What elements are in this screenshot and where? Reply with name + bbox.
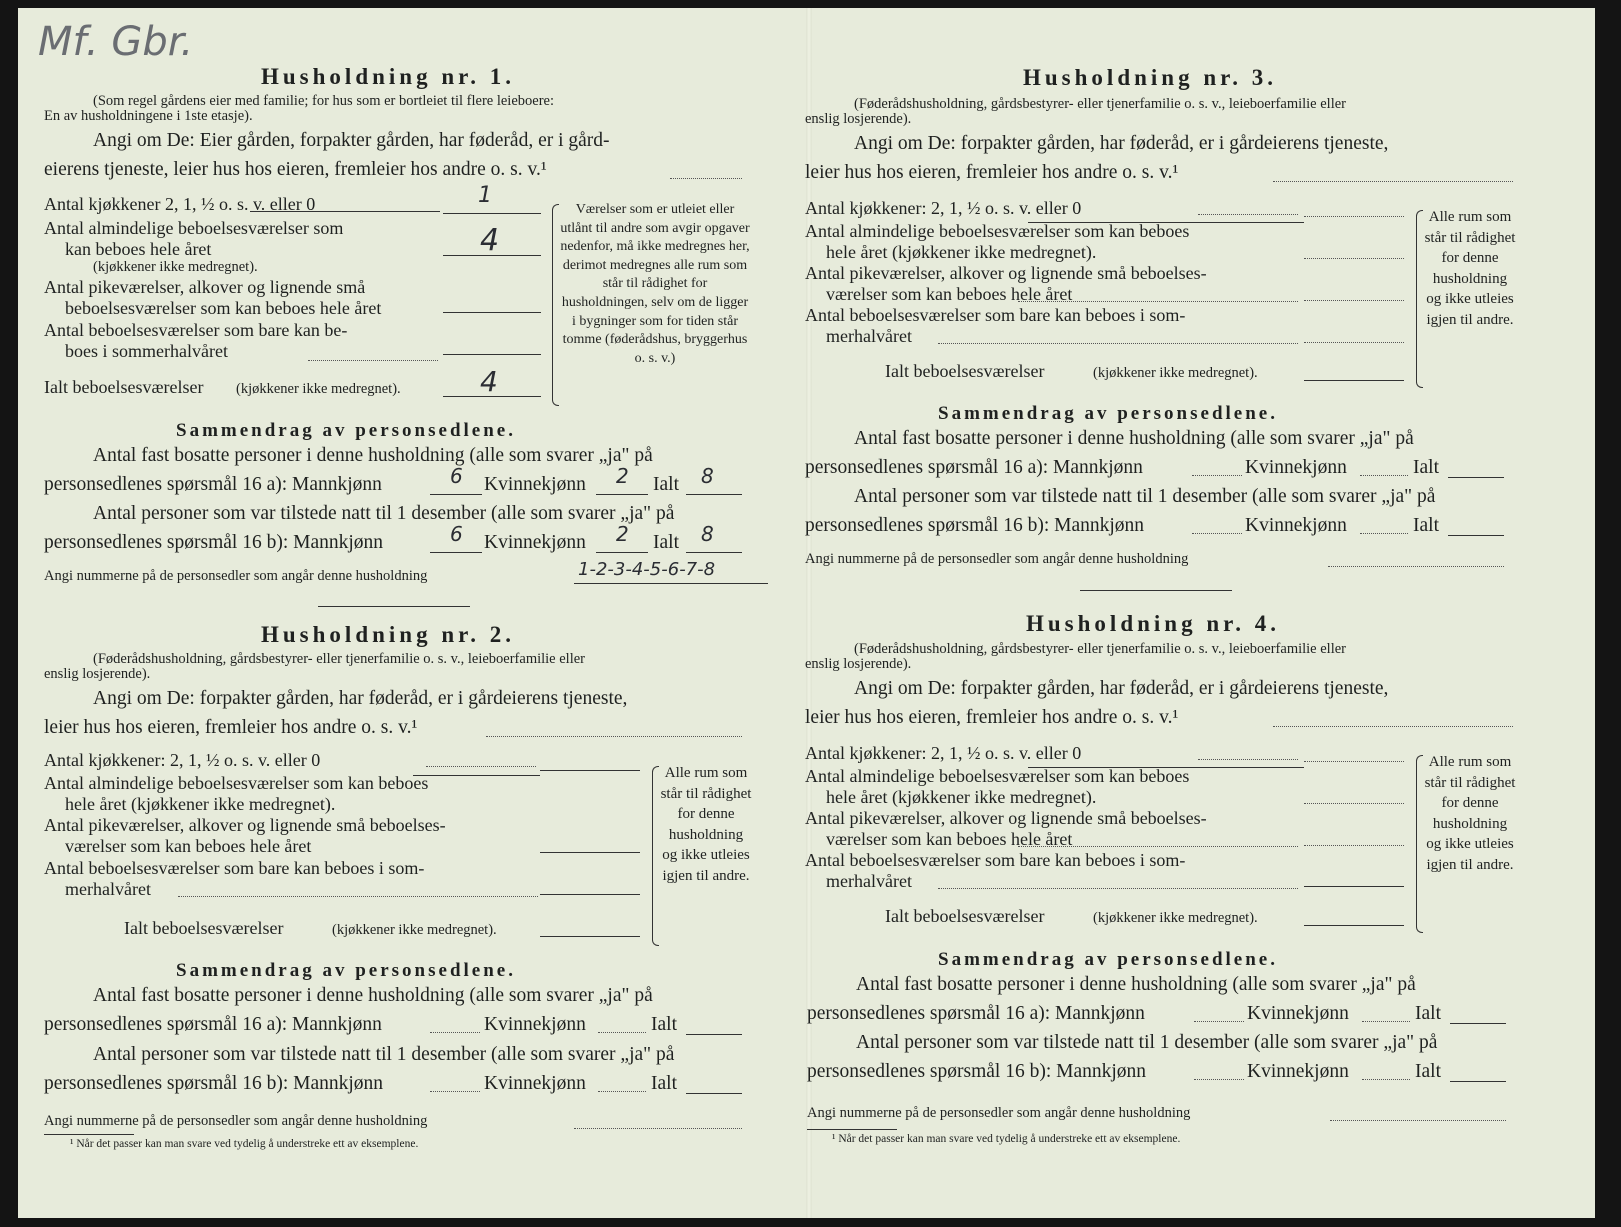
summer-rooms-answer-line[interactable]: [1304, 886, 1404, 887]
total-rooms-note: (kjøkkener ikke medregnet).: [332, 922, 497, 938]
angi-question: Angi om De: forpakter gården, har føderåd, er i gårdeierens tjeneste,: [854, 133, 1389, 154]
total-rooms-answer-line[interactable]: [540, 936, 640, 937]
female-b-line[interactable]: [1360, 533, 1408, 534]
angi-question: leier hus hos eieren, fremleier hos andre o. s. v.¹: [44, 717, 418, 738]
summer-rooms-label: Antal beboelsesværelser som bare kan beboes i som-: [44, 858, 425, 878]
total-rooms-answer: 4: [480, 365, 498, 398]
brace: [652, 766, 659, 946]
brace: [552, 204, 559, 406]
answer-line[interactable]: [486, 736, 742, 737]
total-a-answer: 8: [701, 464, 714, 488]
total-label: Ialt: [653, 474, 679, 495]
summary-b-label: personsedlenes spørsmål 16 b): Mannkjønn: [807, 1061, 1147, 1082]
household-title: Husholdning nr. 1.: [261, 64, 515, 89]
summary-b-line: Antal personer som var tilstede natt til 1 desember (alle som svarer „ja" på: [93, 1044, 675, 1065]
summer-rooms-label: Antal beboelsesværelser som bare kan beboes i som-: [805, 305, 1186, 325]
angi-question: leier hus hos eieren, fremleier hos andre o. s. v.¹: [805, 707, 1179, 728]
brace: [1416, 755, 1423, 933]
section-divider: [318, 606, 470, 607]
kitchens-answer: 1: [478, 183, 492, 208]
total-rooms-note: (kjøkkener ikke medregnet).: [236, 381, 401, 397]
total-b-line[interactable]: [686, 552, 742, 553]
female-b-line[interactable]: [598, 1091, 646, 1092]
rooms-label: kan beboes hele året: [65, 239, 212, 259]
female-label: Kvinnekjønn: [484, 532, 586, 553]
total-label: Ialt: [651, 1014, 677, 1035]
female-a-line[interactable]: [596, 494, 648, 495]
kitchens-label: Antal kjøkkener: 2, 1, ½ o. s. v. eller 0: [805, 743, 1082, 763]
small-rooms-label: Antal pikeværelser, alkover og lignende små beboelses-: [805, 808, 1207, 828]
answer-line[interactable]: [670, 178, 742, 179]
underline: [250, 211, 440, 212]
footnote: ¹ Når det passer kan man svare ved tydelig å understreke ett av eksemplene.: [70, 1138, 419, 1150]
rooms-label: Antal almindelige beboelsesværelser som kan beboes: [805, 221, 1190, 241]
male-a-line[interactable]: [1194, 1021, 1244, 1022]
rooms-label: Antal almindelige beboelsesværelser som kan beboes: [805, 766, 1190, 786]
numbers-label: Angi nummerne på de personsedler som angår denne husholdning: [805, 551, 1189, 567]
total-a-line[interactable]: [686, 1034, 742, 1035]
summary-b-label: personsedlenes spørsmål 16 b): Mannkjønn: [44, 1073, 384, 1094]
angi-question: leier hus hos eieren, fremleier hos andre o. s. v.¹: [805, 162, 1179, 183]
rooms-label: hele året (kjøkkener ikke medregnet).: [826, 242, 1097, 262]
household-title: Husholdning nr. 3.: [1023, 65, 1277, 90]
rooms-label: Antal almindelige beboelsesværelser som kan beboes: [44, 773, 429, 793]
male-a-answer: 6: [450, 464, 463, 488]
census-form-sheet: [18, 8, 1595, 1218]
numbers-label: Angi nummerne på de personsedler som angår denne husholdning: [44, 1113, 428, 1129]
footnote: ¹ Når det passer kan man svare ved tydelig å understreke ett av eksemplene.: [832, 1133, 1181, 1145]
side-note: Værelser som er utleiet eller utlånt til andre som avgir opgaver nedenfor, må ikke medregnes her, derimot medregnes alle rum som står til rådighet for husholdningen, selv om de ligger i bygninger som for tiden står tomme (føderådshus, bryggerhus o. s. v.): [560, 202, 750, 366]
rooms-answer: 4: [480, 223, 500, 258]
summer-rooms-answer-line[interactable]: [540, 894, 640, 895]
total-a-line[interactable]: [1448, 477, 1504, 478]
male-b-line[interactable]: [1194, 1079, 1244, 1080]
summary-b-line: Antal personer som var tilstede natt til 1 desember (alle som svarer „ja" på: [93, 503, 675, 524]
section-divider: [1080, 590, 1232, 591]
total-label: Ialt: [651, 1073, 677, 1094]
kitchens-answer-line[interactable]: [1304, 216, 1404, 217]
leader-dots: [1198, 759, 1298, 760]
rooms-label: hele året (kjøkkener ikke medregnet).: [826, 787, 1097, 807]
total-rooms-label: Ialt beboelsesværelser: [885, 906, 1045, 926]
male-a-line[interactable]: [430, 494, 482, 495]
kitchens-label: Antal kjøkkener: 2, 1, ½ o. s. v. eller 0: [44, 750, 321, 770]
numbers-answer-line[interactable]: [574, 1128, 742, 1129]
total-b-line[interactable]: [1448, 535, 1504, 536]
side-note: Alle rum som står til rådighet for denne husholdning og ikke utleies igjen til andre.: [1424, 754, 1516, 873]
summary-title: Sammendrag av personsedlene.: [938, 949, 1278, 970]
total-a-line[interactable]: [686, 494, 742, 495]
total-rooms-label: Ialt beboelsesværelser: [124, 918, 284, 938]
numbers-answer: 1-2-3-4-5-6-7-8: [578, 559, 716, 580]
small-rooms-label: Antal pikeværelser, alkover og lignende små beboelses-: [44, 815, 446, 835]
summary-title: Sammendrag av personsedlene.: [176, 960, 516, 981]
summary-b-line: Antal personer som var tilstede natt til 1 desember (alle som svarer „ja" på: [856, 1032, 1438, 1053]
summary-a-line: Antal fast bosatte personer i denne husholdning (alle som svarer „ja" på: [856, 974, 1416, 995]
female-label: Kvinnekjønn: [1245, 515, 1347, 536]
summary-title: Sammendrag av personsedlene.: [938, 403, 1278, 424]
summer-rooms-label: Antal beboelsesværelser som bare kan beboes i som-: [805, 850, 1186, 870]
intro-line: (Som regel gårdens eier med familie; for hus som er bortleiet til flere leieboere:: [93, 93, 555, 109]
female-label: Kvinnekjønn: [484, 1073, 586, 1094]
total-label: Ialt: [1415, 1003, 1441, 1024]
intro-line: (Føderådshusholdning, gårdsbestyrer- eller tjenerfamilie o. s. v., leieboerfamilie eller: [854, 96, 1347, 112]
numbers-answer-line[interactable]: [574, 583, 768, 584]
summary-a-line: Antal fast bosatte personer i denne husholdning (alle som svarer „ja" på: [854, 428, 1414, 449]
summary-a-label: personsedlenes spørsmål 16 a): Mannkjønn: [44, 1014, 382, 1035]
female-b-line[interactable]: [596, 552, 648, 553]
intro-line: enslig losjerende).: [805, 656, 912, 672]
kitchens-label: Antal kjøkkener 2, 1, ½ o. s. v. eller 0: [44, 194, 316, 214]
male-b-line[interactable]: [1192, 533, 1242, 534]
intro-line: enslig losjerende).: [805, 111, 912, 127]
female-a-line[interactable]: [1362, 1021, 1410, 1022]
summary-a-label: personsedlenes spørsmål 16 a): Mannkjønn: [44, 474, 382, 495]
summary-b-line: Antal personer som var tilstede natt til 1 desember (alle som svarer „ja" på: [854, 486, 1436, 507]
summary-a-label: personsedlenes spørsmål 16 a): Mannkjønn: [805, 457, 1143, 478]
angi-question: Angi om De: forpakter gården, har føderåd, er i gårdeierens tjeneste,: [854, 678, 1389, 699]
small-rooms-label: værelser som kan beboes hele året: [65, 836, 312, 856]
leader-dots: [1018, 301, 1298, 302]
brace: [1416, 210, 1423, 388]
kitchens-answer-line[interactable]: [1304, 761, 1404, 762]
intro-line: En av husholdningene i 1ste etasje).: [44, 108, 253, 124]
rooms-label: hele året (kjøkkener ikke medregnet).: [65, 794, 336, 814]
small-rooms-label: Antal pikeværelser, alkover og lignende små: [44, 277, 366, 297]
male-b-line[interactable]: [430, 1091, 480, 1092]
female-label: Kvinnekjønn: [1245, 457, 1347, 478]
rooms-note: (kjøkkener ikke medregnet).: [93, 259, 258, 275]
male-b-line[interactable]: [430, 552, 482, 553]
kitchens-label: Antal kjøkkener: 2, 1, ½ o. s. v. eller 0: [805, 198, 1082, 218]
summer-rooms-answer-line[interactable]: [443, 354, 541, 355]
kitchens-answer-line[interactable]: [443, 213, 541, 214]
small-rooms-answer-line[interactable]: [443, 312, 541, 313]
intro-line: (Føderådshusholdning, gårdsbestyrer- eller tjenerfamilie o. s. v., leieboerfamilie eller: [854, 641, 1347, 657]
small-rooms-label: værelser som kan beboes hele året: [826, 829, 1073, 849]
page-fold: [806, 8, 812, 1218]
summer-rooms-label: merhalvåret: [65, 879, 151, 899]
summary-a-label: personsedlenes spørsmål 16 a): Mannkjønn: [807, 1003, 1145, 1024]
answer-line[interactable]: [1273, 726, 1513, 727]
leader-dots: [1018, 846, 1298, 847]
male-a-line[interactable]: [430, 1032, 480, 1033]
total-label: Ialt: [653, 532, 679, 553]
total-rooms-answer-line[interactable]: [1304, 380, 1404, 381]
summary-title: Sammendrag av personsedlene.: [176, 420, 516, 441]
intro-line: enslig losjerende).: [44, 666, 151, 682]
leader-dots: [938, 888, 1298, 889]
summary-b-label: personsedlenes spørsmål 16 b): Mannkjønn: [44, 532, 384, 553]
household-title: Husholdning nr. 2.: [261, 622, 515, 647]
intro-line: (Føderådshusholdning, gårdsbestyrer- eller tjenerfamilie o. s. v., leieboerfamilie eller: [93, 651, 586, 667]
kitchens-answer-line[interactable]: [540, 770, 640, 771]
total-label: Ialt: [1415, 1061, 1441, 1082]
female-label: Kvinnekjønn: [484, 1014, 586, 1035]
small-rooms-answer-line[interactable]: [1304, 300, 1404, 301]
total-label: Ialt: [1413, 515, 1439, 536]
summer-rooms-label: Antal beboelsesværelser som bare kan be-: [44, 320, 348, 340]
rooms-answer-line[interactable]: [1304, 803, 1404, 804]
small-rooms-label: værelser som kan beboes hele året: [826, 284, 1073, 304]
leader-dots: [426, 766, 536, 767]
female-a-line[interactable]: [598, 1032, 646, 1033]
female-label: Kvinnekjønn: [484, 474, 586, 495]
summer-rooms-label: boes i sommerhalvåret: [65, 341, 228, 361]
small-rooms-label: Antal pikeværelser, alkover og lignende små beboelses-: [805, 263, 1207, 283]
summary-a-line: Antal fast bosatte personer i denne husholdning (alle som svarer „ja" på: [93, 445, 653, 466]
summer-rooms-answer-line[interactable]: [1304, 342, 1404, 343]
total-b-line[interactable]: [1450, 1081, 1506, 1082]
angi-question: Angi om De: Eier gården, forpakter gården, har føderåd, er i gård-: [93, 130, 610, 151]
footnote-rule: [807, 1129, 897, 1130]
male-b-answer: 6: [450, 522, 463, 546]
total-rooms-label: Ialt beboelsesværelser: [885, 361, 1045, 381]
household-title: Husholdning nr. 4.: [1026, 611, 1280, 636]
numbers-answer-line[interactable]: [1330, 1120, 1506, 1121]
leader-dots: [938, 343, 1298, 344]
summer-rooms-label: merhalvåret: [826, 871, 912, 891]
leader-dots: [178, 896, 538, 897]
small-rooms-answer-line[interactable]: [540, 852, 640, 853]
total-rooms-note: (kjøkkener ikke medregnet).: [1093, 910, 1258, 926]
total-rooms-note: (kjøkkener ikke medregnet).: [1093, 365, 1258, 381]
angi-question: eierens tjeneste, leier hus hos eieren, fremleier hos andre o. s. v.¹: [44, 159, 547, 180]
footnote-rule: [44, 1134, 134, 1135]
male-a-line[interactable]: [1192, 475, 1242, 476]
numbers-label: Angi nummerne på de personsedler som angår denne husholdning: [807, 1105, 1191, 1121]
total-rooms-answer-line[interactable]: [1304, 925, 1404, 926]
numbers-answer-line[interactable]: [1328, 566, 1504, 567]
summary-a-line: Antal fast bosatte personer i denne husholdning (alle som svarer „ja" på: [93, 985, 653, 1006]
angi-question: Angi om De: forpakter gården, har føderåd, er i gårdeierens tjeneste,: [93, 688, 628, 709]
leader-dots: [1198, 214, 1298, 215]
female-label: Kvinnekjønn: [1247, 1003, 1349, 1024]
rooms-answer-line[interactable]: [1304, 258, 1404, 259]
total-b-line[interactable]: [686, 1093, 742, 1094]
female-label: Kvinnekjønn: [1247, 1061, 1349, 1082]
total-label: Ialt: [1413, 457, 1439, 478]
side-note: Alle rum som står til rådighet for denne husholdning og ikke utleies igjen til andre.: [1424, 209, 1516, 328]
female-a-line[interactable]: [1360, 475, 1408, 476]
side-note: Alle rum som står til rådighet for denne husholdning og ikke utleies igjen til andre.: [660, 765, 752, 884]
underline: [413, 775, 540, 776]
female-b-answer: 2: [616, 522, 629, 546]
female-b-line[interactable]: [1362, 1079, 1410, 1080]
total-a-line[interactable]: [1450, 1023, 1506, 1024]
small-rooms-label: beboelsesværelser som kan beboes hele året: [65, 298, 382, 318]
total-rooms-label: Ialt beboelsesværelser: [44, 377, 204, 397]
corner-annotation: Mf. Gbr.: [38, 19, 194, 65]
rooms-label: Antal almindelige beboelsesværelser som: [44, 218, 344, 238]
answer-line[interactable]: [1273, 181, 1513, 182]
summary-b-label: personsedlenes spørsmål 16 b): Mannkjønn: [805, 515, 1145, 536]
female-a-answer: 2: [616, 464, 629, 488]
summer-rooms-label: merhalvåret: [826, 326, 912, 346]
total-b-answer: 8: [701, 522, 714, 546]
small-rooms-answer-line[interactable]: [1304, 845, 1404, 846]
leader-dots: [308, 360, 438, 361]
numbers-label: Angi nummerne på de personsedler som angår denne husholdning: [44, 568, 428, 584]
